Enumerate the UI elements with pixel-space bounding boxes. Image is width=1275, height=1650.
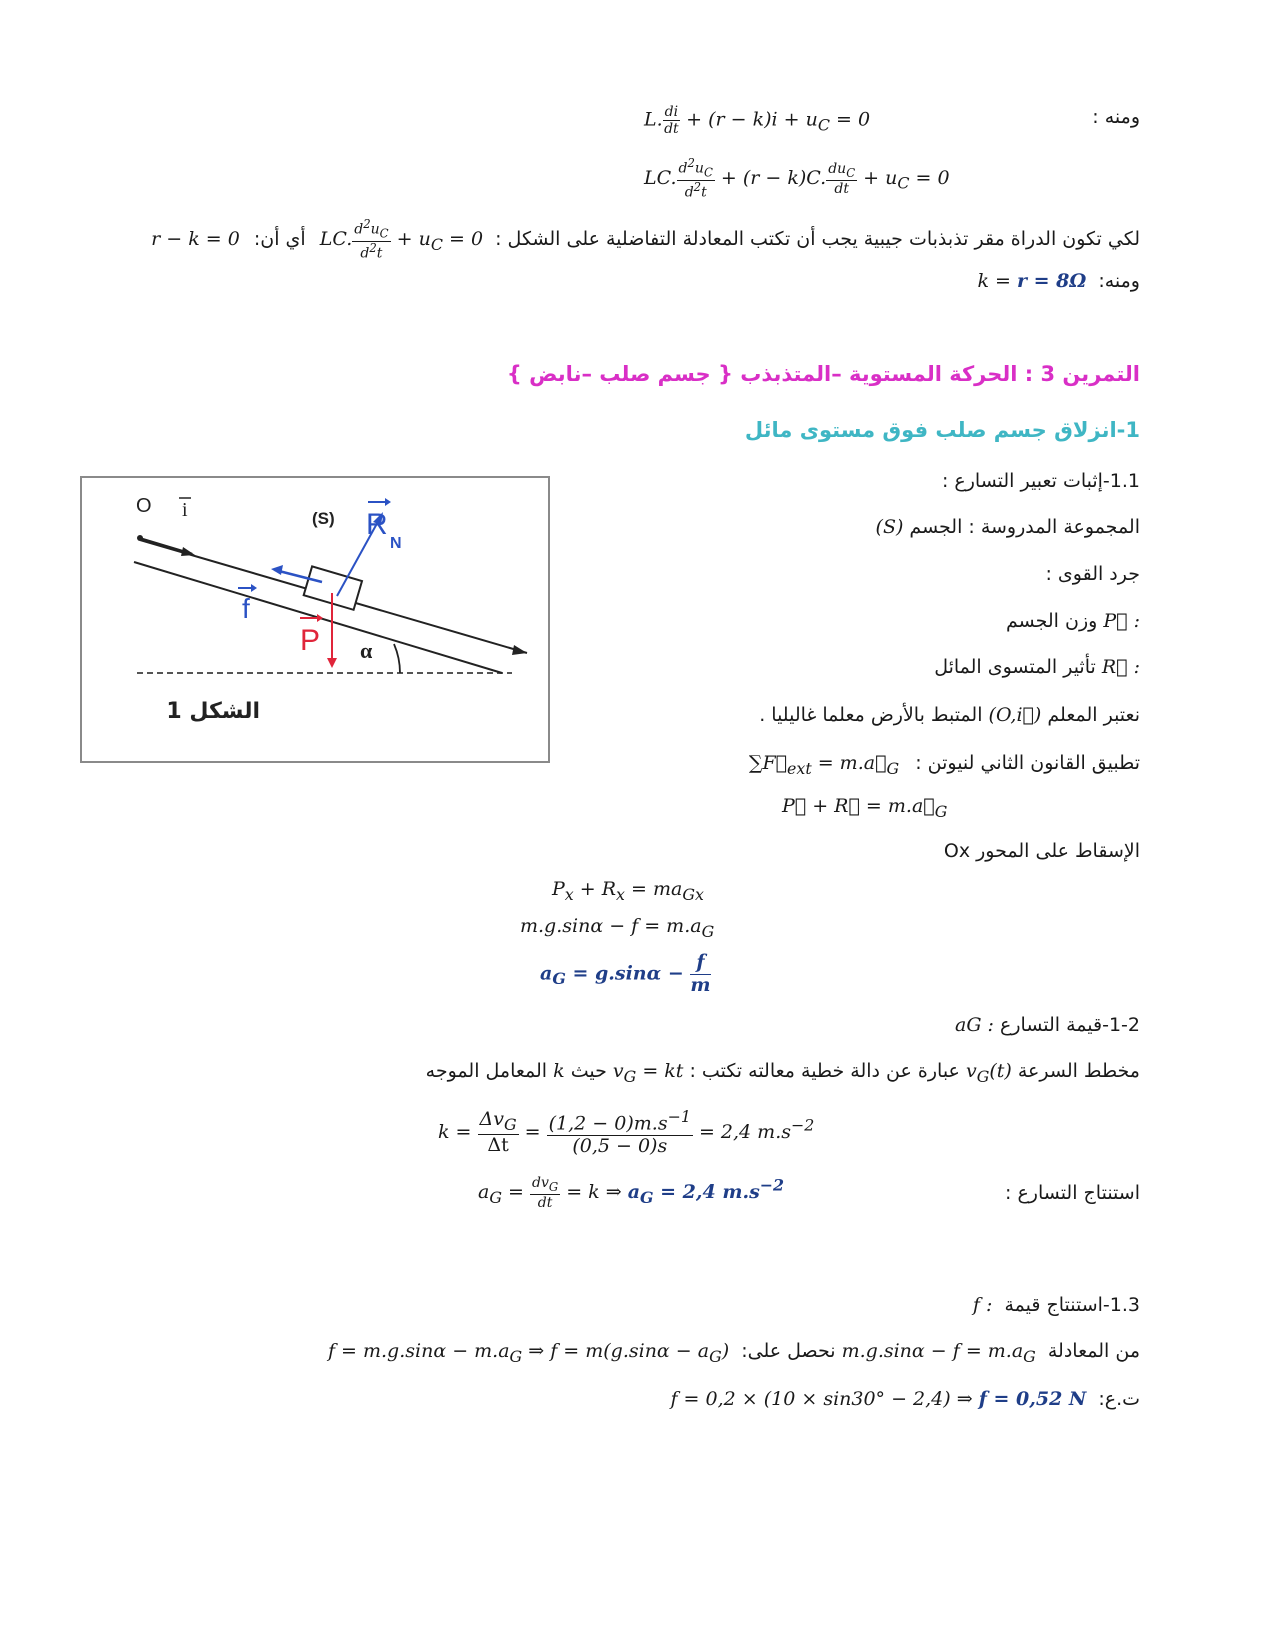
from-equation-line (328, 1340, 1140, 1366)
numeric-label: ت.ع: (1098, 1388, 1140, 1410)
velocity-text-c: حيث (570, 1060, 607, 1082)
friction-vector-head (271, 565, 283, 575)
origin-label: O (136, 495, 152, 517)
system-symbol: (S) (875, 516, 904, 538)
from-eq-1: $m.g.\sin\alpha - f = m.a_G$ (841, 1340, 1036, 1366)
velocity-symbol: $v_G(t)$ (965, 1060, 1012, 1086)
projection-eq-1: $P_x + R_x = ma_{Gx}$ (552, 878, 704, 904)
ay-an: أي أن: (253, 227, 306, 250)
wa-minhu-2: ومنه: (1098, 270, 1140, 292)
unit-vector-i-head (181, 547, 195, 556)
incline-arrowhead (512, 645, 527, 655)
section-1-3-heading: 1.3-استنتاج قيمة (1004, 1294, 1140, 1316)
frame-symbol: (O,i⃗) (988, 704, 1042, 726)
force-r-text: تأثير المتسوى المائل (934, 656, 1096, 678)
velocity-text-d: المعامل الموجه (425, 1060, 548, 1082)
newton-line (749, 752, 1140, 778)
part1-title: 1-انزلاق جسم صلب فوق مستوى مائل (744, 418, 1140, 442)
rn-subscript: N (390, 535, 402, 552)
deduce-equation: $a_G$ = $\frac{dv_G}{dt}$ = k ⇒ $a_G = 2,4$ $m.s^{-2}$ (478, 1175, 785, 1212)
p-label-bar-head (317, 614, 323, 622)
body-s-label: (S) (312, 509, 335, 528)
velocity-text-a: مخطط السرعة (1017, 1060, 1140, 1082)
rn-label: R (366, 508, 388, 541)
equation-2: LC. $\frac{d^2u_C}{d^2t}$ + (r − k)C. $\frac{du_C}{dt}$ + $u_C = 0$ (644, 156, 950, 201)
f-label: f (242, 593, 250, 624)
equation-1: L. $\frac{di}{dt}$ + $(r - k)i + u_C = 0$ (644, 104, 871, 138)
section-1-2-symbol: aG : (955, 1014, 994, 1036)
force-r-line (934, 656, 1140, 678)
projection-eq-2: $m.g.\sin\alpha - f = m.a_G$ (520, 915, 715, 941)
projection-result: $a_G = g.\sin\alpha$ − $\frac{f}{m}$ (540, 951, 711, 996)
section-1-2-heading-line (955, 1014, 1140, 1036)
vector-equation: P⃗ + R⃗ = $m.a⃗_G$ (782, 795, 948, 821)
force-r-symbol: R⃗ : (1101, 656, 1140, 678)
condition-text: لكي تكون الدراة مقر تذبذبات جيبية يجب أن تكتب المعادلة التفاضلية على الشكل : (495, 227, 1140, 250)
force-p-symbol: P⃗ : (1103, 610, 1140, 632)
figure-svg (82, 478, 548, 761)
condition-equation: LC. $\frac{d^2u_C}{d^2t}$ + $u_C = 0$ (319, 217, 484, 262)
force-p-text: وزن الجسم (1006, 610, 1098, 632)
section-1-3-symbol: f : (972, 1294, 993, 1316)
system-line (876, 516, 1140, 538)
section-1-2-heading: 1-2-قيمة التسارع (1000, 1014, 1140, 1036)
k-result-line (977, 270, 1140, 292)
label-wa-minhu: ومنه : (1092, 106, 1140, 128)
from-eq-text-b: نحصل على: (741, 1340, 836, 1362)
deduce-text: استنتاج التسارع : (1005, 1182, 1140, 1204)
forces-heading: جرد القوى : (1045, 563, 1140, 585)
k-result: k = r = 8Ω (977, 270, 1087, 292)
angle-arc (394, 644, 400, 673)
figure-caption: الشكل 1 (166, 699, 260, 724)
velocity-line (426, 1060, 1140, 1086)
from-eq-text-a: من المعادلة (1047, 1340, 1140, 1362)
velocity-equation: $v_G$ = kt (612, 1060, 684, 1086)
rn-label-bar-head (385, 498, 391, 506)
unit-i-label: i (182, 499, 188, 521)
velocity-k: k (553, 1060, 565, 1082)
section-1-3-heading-line (973, 1294, 1140, 1316)
from-eq-2: $f = m.g.\sin\alpha - m.a_G$ ⇒ $f = m(g.\sin\alpha - a_G)$ (327, 1340, 730, 1366)
f-label-bar-head (251, 584, 257, 592)
newton-text: تطبيق القانون الثاني لنيوتن : (915, 752, 1140, 774)
section-1-1-heading: 1.1-إثبات تعبير التسارع : (941, 470, 1140, 492)
condition-result: r − k = 0 (151, 227, 240, 250)
numeric-equation: f = 0,2 × (10 × sin30° − 2,4) ⇒ f = 0,52 N (670, 1388, 1087, 1410)
weight-vector-head (327, 658, 337, 668)
velocity-text-b: عبارة عن دالة خطية معالته تكتب : (689, 1060, 960, 1082)
frame-line (759, 704, 1140, 726)
exercise-title: التمرين 3 : الحركة المستوية –المتذبذب { جسم صلب –نابض } (506, 362, 1140, 386)
newton-equation: $\sum F⃗_{ext}$ = $m.a⃗_G$ (748, 752, 900, 778)
system-text: المجموعة المدروسة : الجسم (909, 516, 1140, 538)
frame-text-b: المتبط بالأرض معلما غاليليا . (759, 704, 983, 726)
force-p-line (1006, 610, 1140, 632)
k-equation: k = $\frac{\Delta v_G}{\Delta t}$ = $\frac{(1,2 - 0)m.s^{-1}}{(0,5 - 0)s}$ = 2,4 $m.s^{-2}$ (438, 1107, 815, 1158)
condition-line (151, 218, 1140, 262)
p-label: P (300, 624, 321, 657)
figure-inclined-plane (80, 476, 550, 763)
projection-text: الإسقاط على المحور Ox (943, 840, 1140, 862)
numeric-line (670, 1388, 1140, 1410)
frame-text-a: نعتبر المعلم (1047, 704, 1140, 726)
alpha-label: α (360, 638, 373, 663)
